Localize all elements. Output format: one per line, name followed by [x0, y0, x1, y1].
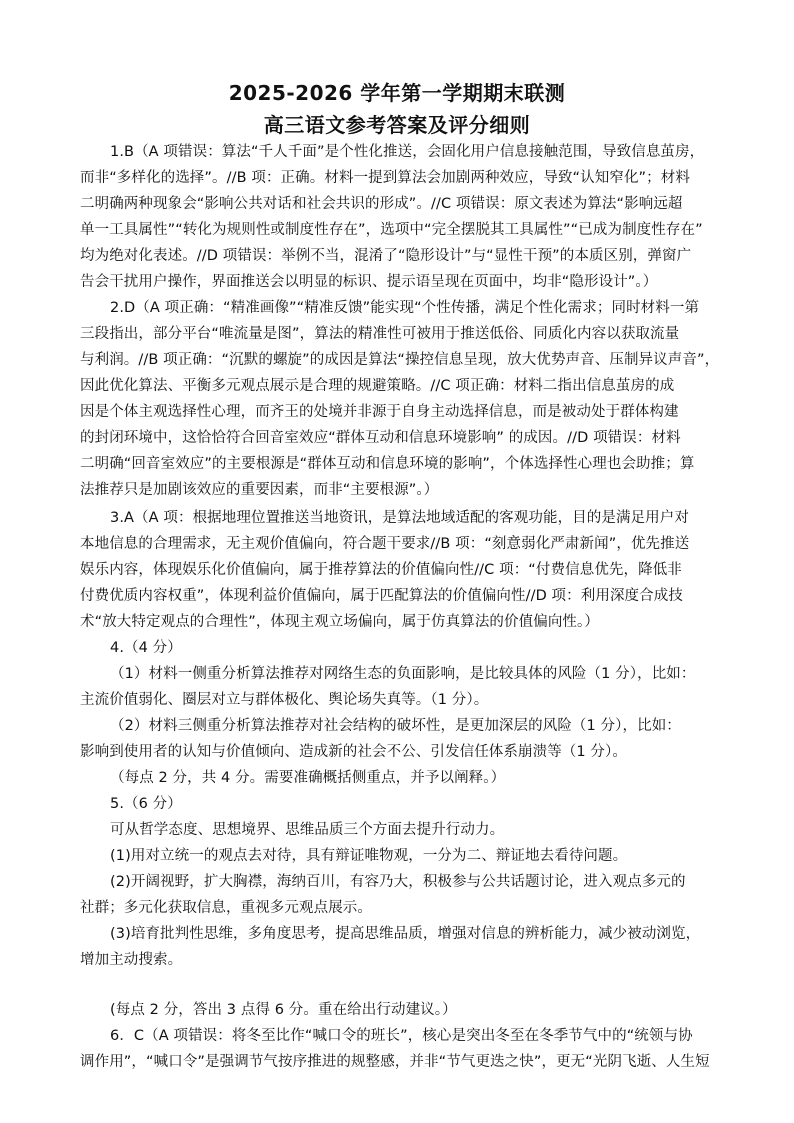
text-line: 可从哲学态度、思想境界、思维品质三个方面去提升行动力。: [110, 822, 505, 838]
text-line: （1）材料一侧重分析算法推荐对网络生态的负面影响，是比较具体的风险（1 分），比如：: [110, 666, 696, 682]
text-line: 单一工具属性”“转化为规则性或制度性存在”，选项中“完全摆脱其工具属性”“已成为制度性存在”: [80, 222, 703, 238]
text-line: 4.（4 分）: [110, 640, 182, 656]
text-line: （每点 2 分，共 4 分。需要准确概括侧重点，并予以阐释。）: [110, 770, 506, 786]
text-line: 因此优化算法、平衡多元观点展示是合理的规避策略。//C 项正确：材料二指出信息茧房的成: [80, 378, 675, 394]
text-line: 本地信息的合理需求，无主观价值偏向，符合题干要求//B 项：“刻意弱化严肃新闻”，优先推送: [80, 536, 690, 552]
text-line: 娱乐内容，体现娱乐化价值偏向，属于推荐算法的价值偏向性//C 项：“付费信息优先，降低非: [80, 562, 682, 578]
text-line: (2)开阔视野，扩大胸襟，海纳百川，有容乃大，积极参与公共话题讨论，进入观点多元的: [110, 874, 686, 890]
text-line: 二明确两种现象会“影响公共对话和社会共识的形成”。//C 项错误：原文表述为算法“影响远超: [80, 196, 683, 212]
text-line: 二明确“回音室效应”的主要根源是“群体互动和信息环境的影响”，个体选择性心理也会助推；算: [80, 456, 695, 472]
text-line: 的封闭环境中，这恰恰符合回音室效应“群体互动和信息环境影响” 的成因。//D 项错误：材料: [80, 430, 681, 446]
document-subtitle: 高三语文参考答案及评分细则: [263, 113, 531, 137]
text-line: 因是个体主观选择性心理，而齐王的处境并非源于自身主动选择信息，而是被动处于群体构建: [80, 404, 679, 420]
text-line: 法推荐只是加剧该效应的重要因素，而非“主要根源”。）: [80, 482, 439, 498]
text-line: 增加主动搜索。: [80, 952, 183, 968]
text-line: 1.B（A 项错误：算法“千人千面”是个性化推送，会固化用户信息接触范围，导致信息茧房，: [110, 144, 705, 160]
text-line: 告会干扰用户操作，界面推送会以明显的标识、提示语呈现在页面中，均非“隐形设计”。）: [80, 274, 658, 290]
text-line: 调作用”，“喊口令”是强调节气按序推进的规整感，并非“节气更迭之快”，更无“光阴飞逝、人生短: [80, 1054, 710, 1070]
text-line: 术“放大特定观点的合理性”，体现主观立场偏向，属于仿真算法的价值偏向性。）: [80, 614, 599, 630]
text-line: (1)用对立统一的观点去对待，具有辩证唯物观，一分为二、辩证地去看待问题。: [110, 848, 628, 864]
text-line: 社群；多元化获取信息，重视多元观点展示。: [80, 900, 372, 916]
text-line: (每点 2 分，答出 3 点得 6 分。重在给出行动建议。）: [110, 1002, 457, 1018]
document-title: 2025-2026 学年第一学期期末联测: [228, 81, 566, 105]
text-line: 与利润。//B 项正确：“沉默的螺旋”的成因是算法“操控信息呈现，放大优势声音、压制异议声音”，: [80, 352, 720, 368]
text-line: 6．C（A 项错误：将冬至比作“喊口令的班长”，核心是突出冬至在冬季节气中的“统领与协: [110, 1028, 693, 1044]
text-line: 三段指出，部分平台“唯流量是图”，算法的精准性可被用于推送低俗、同质化内容以获取流量: [80, 326, 680, 342]
text-line: 主流价值弱化、圈层对立与群体极化、舆论场失真等。（1 分）。: [80, 692, 489, 708]
text-line: 3.A（A 项：根据地理位置推送当地资讯，是算法地域适配的客观功能，目的是满足用户对: [110, 510, 689, 526]
text-line: 而非“多样化的选择”。//B 项：正确。材料一提到算法会加剧两种效应，导致“认知窄化”；材料: [80, 170, 690, 186]
text-line: 均为绝对化表述。//D 项错误：举例不当，混淆了“隐形设计”与“显性干预”的本质区别，弹窗广: [80, 248, 692, 264]
text-line: （2）材料三侧重分析算法推荐对社会结构的破坏性，是更加深层的风险（1 分），比如：: [110, 718, 681, 734]
text-line: 付费优质内容权重”，体现利益价值偏向，属于匹配算法的价值偏向性//D 项：利用深度合成技: [80, 588, 683, 604]
text-line: (3)培育批判性思维，多角度思考，提高思维品质，增强对信息的辨析能力，减少被动浏览，: [110, 926, 701, 942]
text-line: 5.（6 分）: [110, 796, 182, 812]
text-line: 2.D（A 项正确：“精准画像”“精准反馈”能实现“个性传播，满足个性化需求；同时材料一第: [110, 300, 700, 316]
text-line: 影响到使用者的认知与价值倾向、造成新的社会不公、引发信任体系崩溃等（1 分）。: [80, 744, 627, 760]
